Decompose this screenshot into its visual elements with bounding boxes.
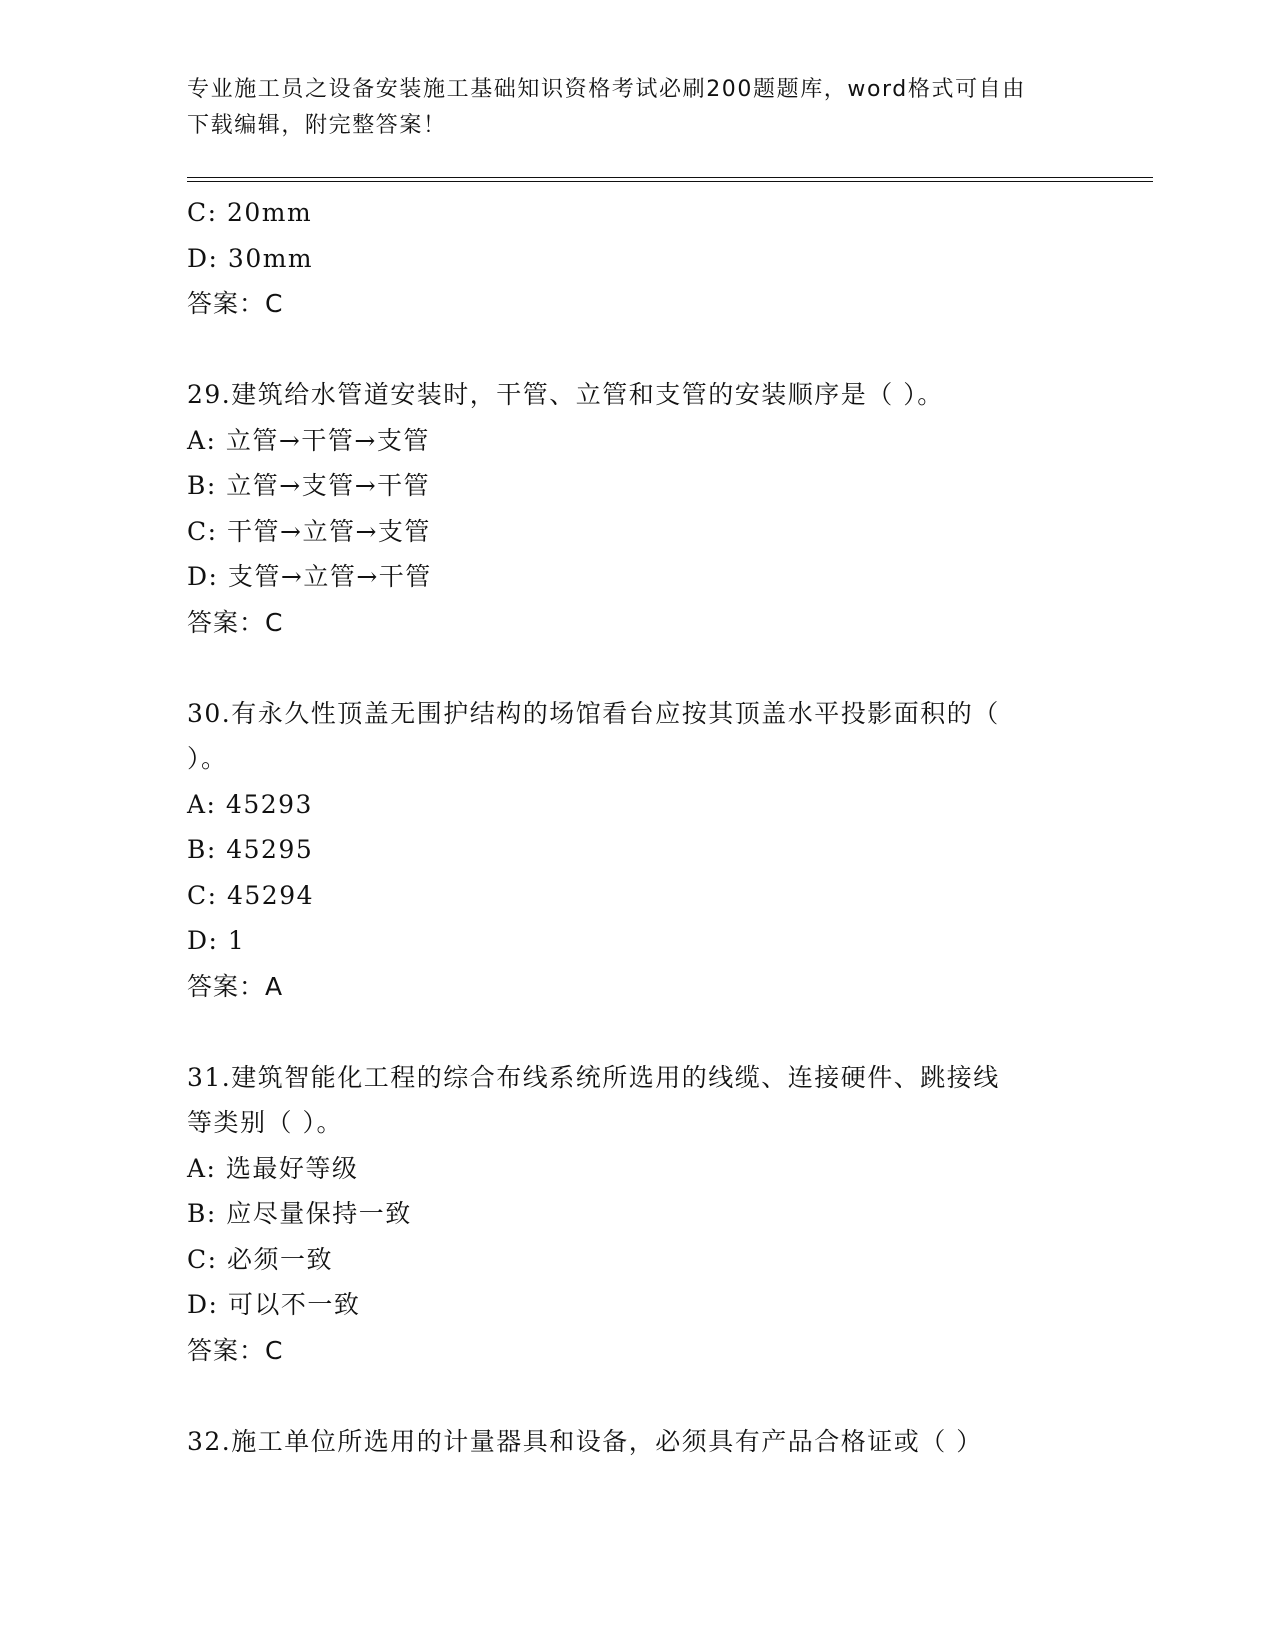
option-b: B: 应尽量保持一致 [187, 1199, 412, 1228]
question-30 [187, 691, 1087, 1010]
option-a: A: 45293 [187, 789, 313, 819]
header-divider-top [187, 177, 1153, 178]
question-32 [187, 1419, 1087, 1465]
question-stem: 29.建筑给水管道安装时，干管、立管和支管的安装顺序是（ ）。 [187, 380, 944, 409]
option-d: D: 支管→立管→干管 [187, 562, 432, 591]
spacer [187, 1009, 1087, 1055]
option-a: A: 选最好等级 [187, 1153, 359, 1183]
question-31 [187, 1055, 1087, 1374]
option-d: D: 1 [187, 926, 246, 955]
option-c: C: 干管→立管→支管 [187, 516, 431, 546]
option-c: C: 必须一致 [187, 1244, 333, 1274]
question-stem: 31.建筑智能化工程的综合布线系统所选用的线缆、连接硬件、跳接线 [187, 1062, 1000, 1092]
option-b: B: 45295 [187, 835, 314, 864]
question-29 [187, 372, 1087, 645]
option-a: A: 立管→干管→支管 [187, 425, 430, 455]
option-c: C: 20mm [187, 198, 313, 227]
header-title-line-1: 专业施工员之设备安装施工基础知识资格考试必刷200题题库，word格式可自由 [187, 77, 1026, 102]
question-stem: 30.有永久性顶盖无围护结构的场馆看台应按其顶盖水平投影面积的（ [187, 698, 1000, 728]
answer-text: 答案：C [187, 607, 284, 637]
option-d: D: 30mm [187, 243, 314, 273]
answer-text: 答案：C [187, 289, 284, 318]
question-list [187, 190, 1087, 1464]
option-c: C: 45294 [187, 880, 315, 910]
question-28-tail [187, 190, 1087, 327]
answer-text: 答案：C [187, 1335, 284, 1365]
spacer [187, 645, 1087, 691]
spacer [187, 327, 1087, 373]
spacer [187, 1373, 1087, 1419]
answer-text: 答案：A [187, 971, 284, 1001]
question-stem-continued: 等类别（ ）。 [187, 1108, 343, 1137]
question-stem: 32.施工单位所选用的计量器具和设备，必须具有产品合格证或（ ） [187, 1426, 983, 1456]
header-title-line-2: 下载编辑，附完整答案！ [187, 113, 447, 138]
option-d: D: 可以不一致 [187, 1290, 361, 1319]
question-stem-continued: ）。 [187, 744, 228, 773]
header-divider-bottom [187, 181, 1153, 182]
document-header [187, 72, 1087, 144]
option-b: B: 立管→支管→干管 [187, 471, 431, 500]
